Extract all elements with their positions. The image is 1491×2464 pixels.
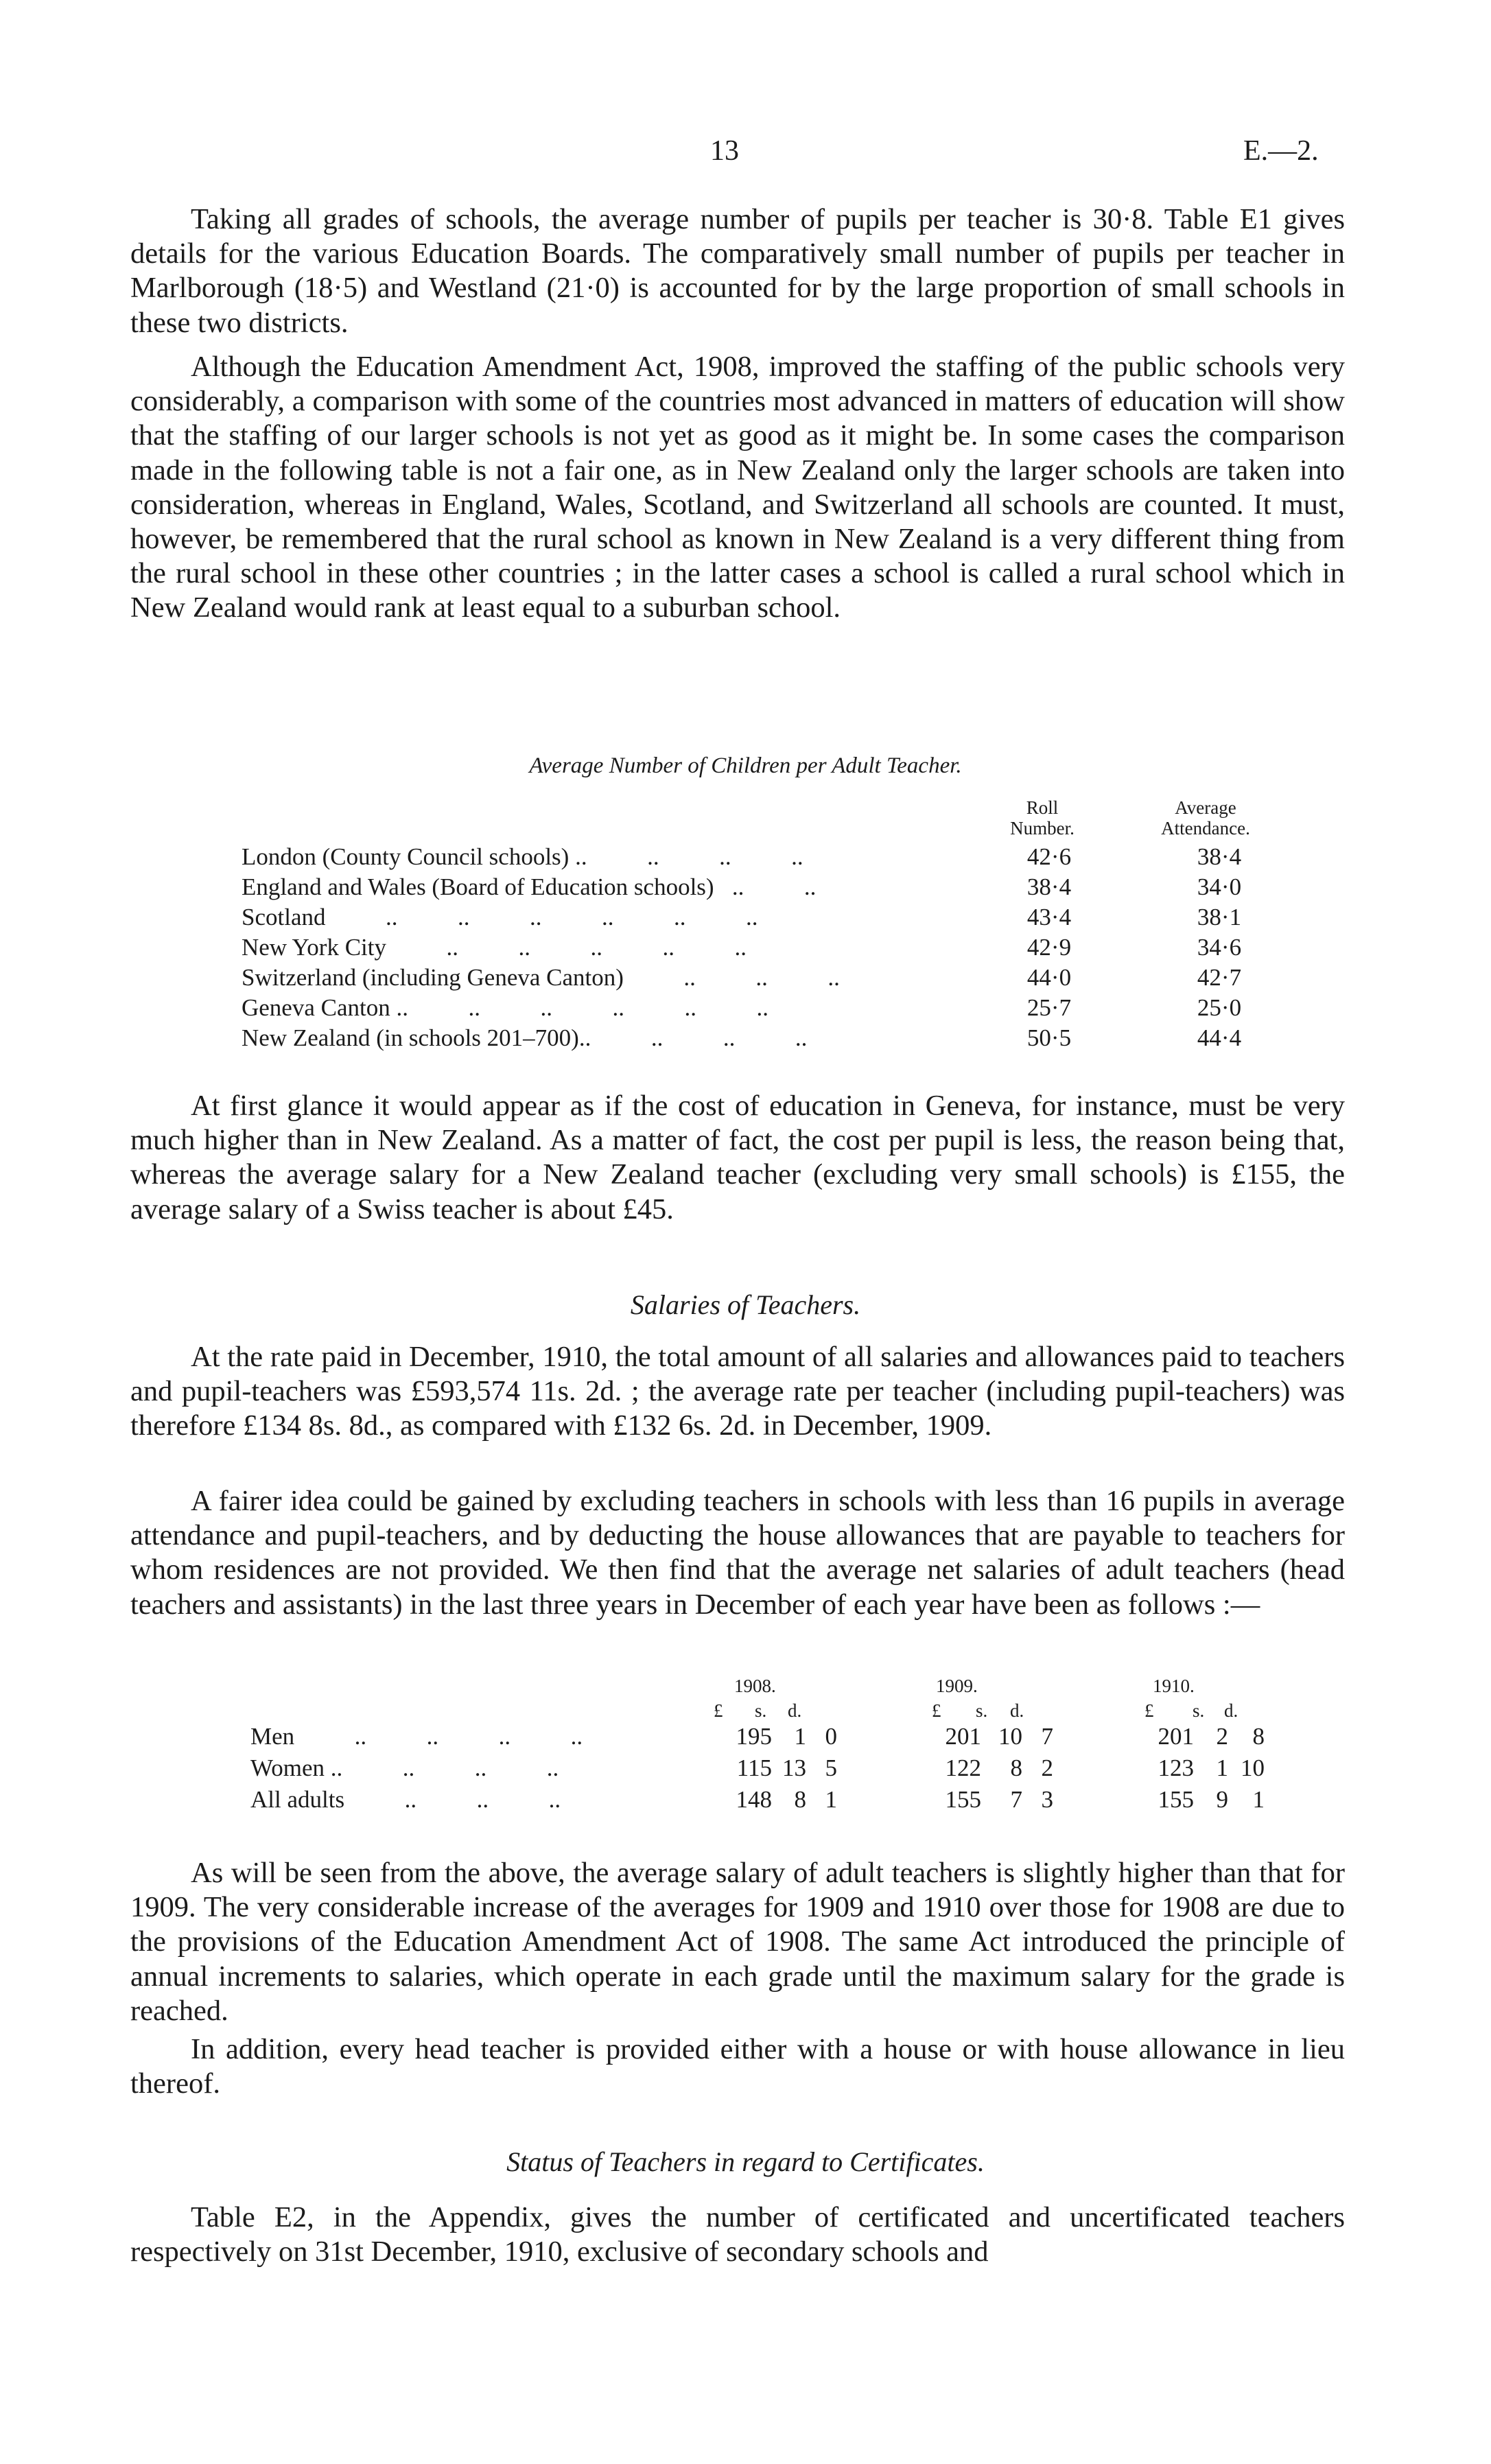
row-label: London (County Council schools) .. .. .. ..	[242, 843, 803, 870]
shillings-1909: 10	[998, 1723, 1022, 1750]
attendance-value: 38·4	[1197, 843, 1242, 870]
attendance-value: 34·0	[1197, 873, 1242, 900]
pounds-1910: 123	[1158, 1755, 1194, 1781]
table-row	[242, 993, 1312, 1023]
document-code: E.—2.	[1243, 135, 1319, 167]
pounds-1910: 155	[1158, 1786, 1194, 1813]
roll-value: 43·4	[1026, 904, 1072, 930]
attendance-value: 42·7	[1197, 964, 1242, 991]
pounds-1908: 148	[736, 1786, 772, 1813]
unit-shillings: s.	[1193, 1700, 1205, 1721]
paragraph: Table E2, in the Appendix, gives the number of certificated and uncertificated teachers respectively on 31st December, 1910, exclusive of secondary schools and	[130, 2201, 1345, 2268]
pence-1910: 10	[1241, 1755, 1265, 1781]
pence-1909: 3	[1041, 1786, 1053, 1813]
pence-1910: 8	[1252, 1723, 1265, 1750]
unit-pounds: £	[932, 1700, 941, 1721]
pounds-1909: 122	[945, 1755, 981, 1781]
shillings-1909: 8	[1010, 1755, 1022, 1781]
column-header-year: 1910.	[1153, 1676, 1195, 1696]
table-row	[242, 1023, 1312, 1053]
roll-value: 42·9	[1026, 934, 1072, 961]
pence-1909: 7	[1041, 1723, 1053, 1750]
row-label: Men .. .. .. ..	[250, 1723, 583, 1750]
table-row	[242, 872, 1312, 902]
pence-1910: 1	[1252, 1786, 1265, 1813]
column-header-average: Average Attendance.	[1161, 797, 1250, 838]
shillings-1909: 7	[1010, 1786, 1022, 1813]
unit-pounds: £	[1144, 1700, 1154, 1721]
roll-value: 44·0	[1026, 964, 1072, 991]
section-heading: Status of Teachers in regard to Certificates.	[506, 2146, 985, 2177]
paragraph: At the rate paid in December, 1910, the total amount of all salaries and allowances paid to teachers and pupil-teachers was £593,574 11s. 2d. ; the average rate per teacher (including pupil-teachers) was therefore £134 8s. 8d., as compared with £132 6s. 2d. in December, 1909.	[130, 1341, 1345, 1442]
pence-1908: 0	[825, 1723, 837, 1750]
pounds-1908: 195	[736, 1723, 772, 1750]
row-label: New Zealand (in schools 201–700).. .. .. ..	[242, 1024, 808, 1051]
roll-value: 25·7	[1026, 994, 1072, 1021]
attendance-value: 44·4	[1197, 1024, 1242, 1051]
table-row	[242, 902, 1312, 932]
table-row	[242, 842, 1312, 872]
paragraph: Although the Education Amendment Act, 1908, improved the staffing of the public schools very considerably, a comparison with some of the countries most advanced in matters of education will show that the staffing of our larger schools is not yet as good as it might be. In some cases the comparison made in the following table is not a fair one, as in New Zealand only the larger schools are taken into consideration, whereas in England, Wales, Scotland, and Switzerland all schools are counted. It must, however, be remembered that the rural school as known in New Zealand is a very different thing from the rural school in these other countries ; in the latter cases a school is called a rural school which in New Zealand would rank at least equal to a suburban school.	[130, 351, 1345, 624]
pounds-1908: 115	[736, 1755, 772, 1781]
roll-value: 38·4	[1026, 873, 1072, 900]
unit-pounds: £	[714, 1700, 723, 1721]
pence-1908: 5	[825, 1755, 837, 1781]
paragraph: Taking all grades of schools, the average number of pupils per teacher is 30·8. Table E1 gives details for the various Education Boards. The comparatively small number of pupils per teacher in Marlborough (18·5) and Westland (21·0) is accounted for by the large proportion of small schools in these two districts.	[130, 203, 1345, 339]
page-number: 13	[710, 135, 739, 167]
column-header-roll: Roll Number.	[1010, 797, 1075, 838]
attendance-value: 25·0	[1197, 994, 1242, 1021]
paragraph: In addition, every head teacher is provided either with a house or with house allowance in lieu thereof.	[130, 2033, 1345, 2100]
table-row	[250, 1784, 1321, 1816]
table-title: Average Number of Children per Adult Teacher.	[529, 753, 962, 778]
row-label: England and Wales (Board of Education schools) .. ..	[242, 873, 817, 900]
section-heading: Salaries of Teachers.	[630, 1289, 861, 1320]
shillings-1910: 9	[1216, 1786, 1228, 1813]
row-label: Women .. .. .. ..	[250, 1755, 559, 1781]
shillings-1910: 1	[1216, 1755, 1228, 1781]
paragraph: At first glance it would appear as if the cost of education in Geneva, for instance, must be very much higher than in New Zealand. As a matter of fact, the cost per pupil is less, the reason being that, whereas the average salary for a New Zealand teacher (excluding very small schools) is £155, the average salary of a Swiss teacher is about £45.	[130, 1090, 1345, 1225]
column-header-year: 1908.	[734, 1676, 776, 1696]
row-label: Scotland .. .. .. .. .. ..	[242, 904, 758, 930]
row-label: All adults .. .. ..	[250, 1786, 561, 1813]
pounds-1909: 155	[945, 1786, 981, 1813]
table-row	[250, 1752, 1321, 1784]
roll-value: 42·6	[1026, 843, 1072, 870]
unit-pence: d.	[1010, 1700, 1024, 1721]
unit-pence: d.	[1224, 1700, 1238, 1721]
shillings-1910: 2	[1216, 1723, 1228, 1750]
table-row	[250, 1721, 1321, 1752]
shillings-1908: 8	[794, 1786, 806, 1813]
unit-shillings: s.	[976, 1700, 988, 1721]
pence-1908: 1	[825, 1786, 837, 1813]
table-row	[242, 932, 1312, 963]
shillings-1908: 1	[794, 1723, 806, 1750]
column-header-year: 1909.	[936, 1676, 978, 1696]
attendance-value: 38·1	[1197, 904, 1242, 930]
unit-pence: d.	[788, 1700, 802, 1721]
row-label: New York City .. .. .. .. ..	[242, 934, 747, 961]
shillings-1908: 13	[782, 1755, 806, 1781]
pence-1909: 2	[1041, 1755, 1053, 1781]
attendance-value: 34·6	[1197, 934, 1242, 961]
row-label: Geneva Canton .. .. .. .. .. ..	[242, 994, 768, 1021]
pounds-1910: 201	[1158, 1723, 1194, 1750]
roll-value: 50·5	[1026, 1024, 1072, 1051]
pounds-1909: 201	[945, 1723, 981, 1750]
paragraph: As will be seen from the above, the average salary of adult teachers is slightly higher than that for 1909. The very considerable increase of the averages for 1909 and 1910 over those for 1908 are due to the provisions of the Education Amendment Act of 1908. The same Act introduced the principle of annual increments to salaries, which operate in each grade until the maximum salary for the grade is reached.	[130, 1857, 1345, 2027]
row-label: Switzerland (including Geneva Canton) .. .. ..	[242, 964, 840, 991]
unit-shillings: s.	[755, 1700, 767, 1721]
paragraph: A fairer idea could be gained by excluding teachers in schools with less than 16 pupils in average attendance and pupil-teachers, and by deducting the house allowances that are payable to teachers for whom residences are not provided. We then find that the average net salaries of adult teachers (head teachers and assistants) in the last three years in December of each year have been as follows :—	[130, 1485, 1345, 1621]
table-row	[242, 963, 1312, 993]
